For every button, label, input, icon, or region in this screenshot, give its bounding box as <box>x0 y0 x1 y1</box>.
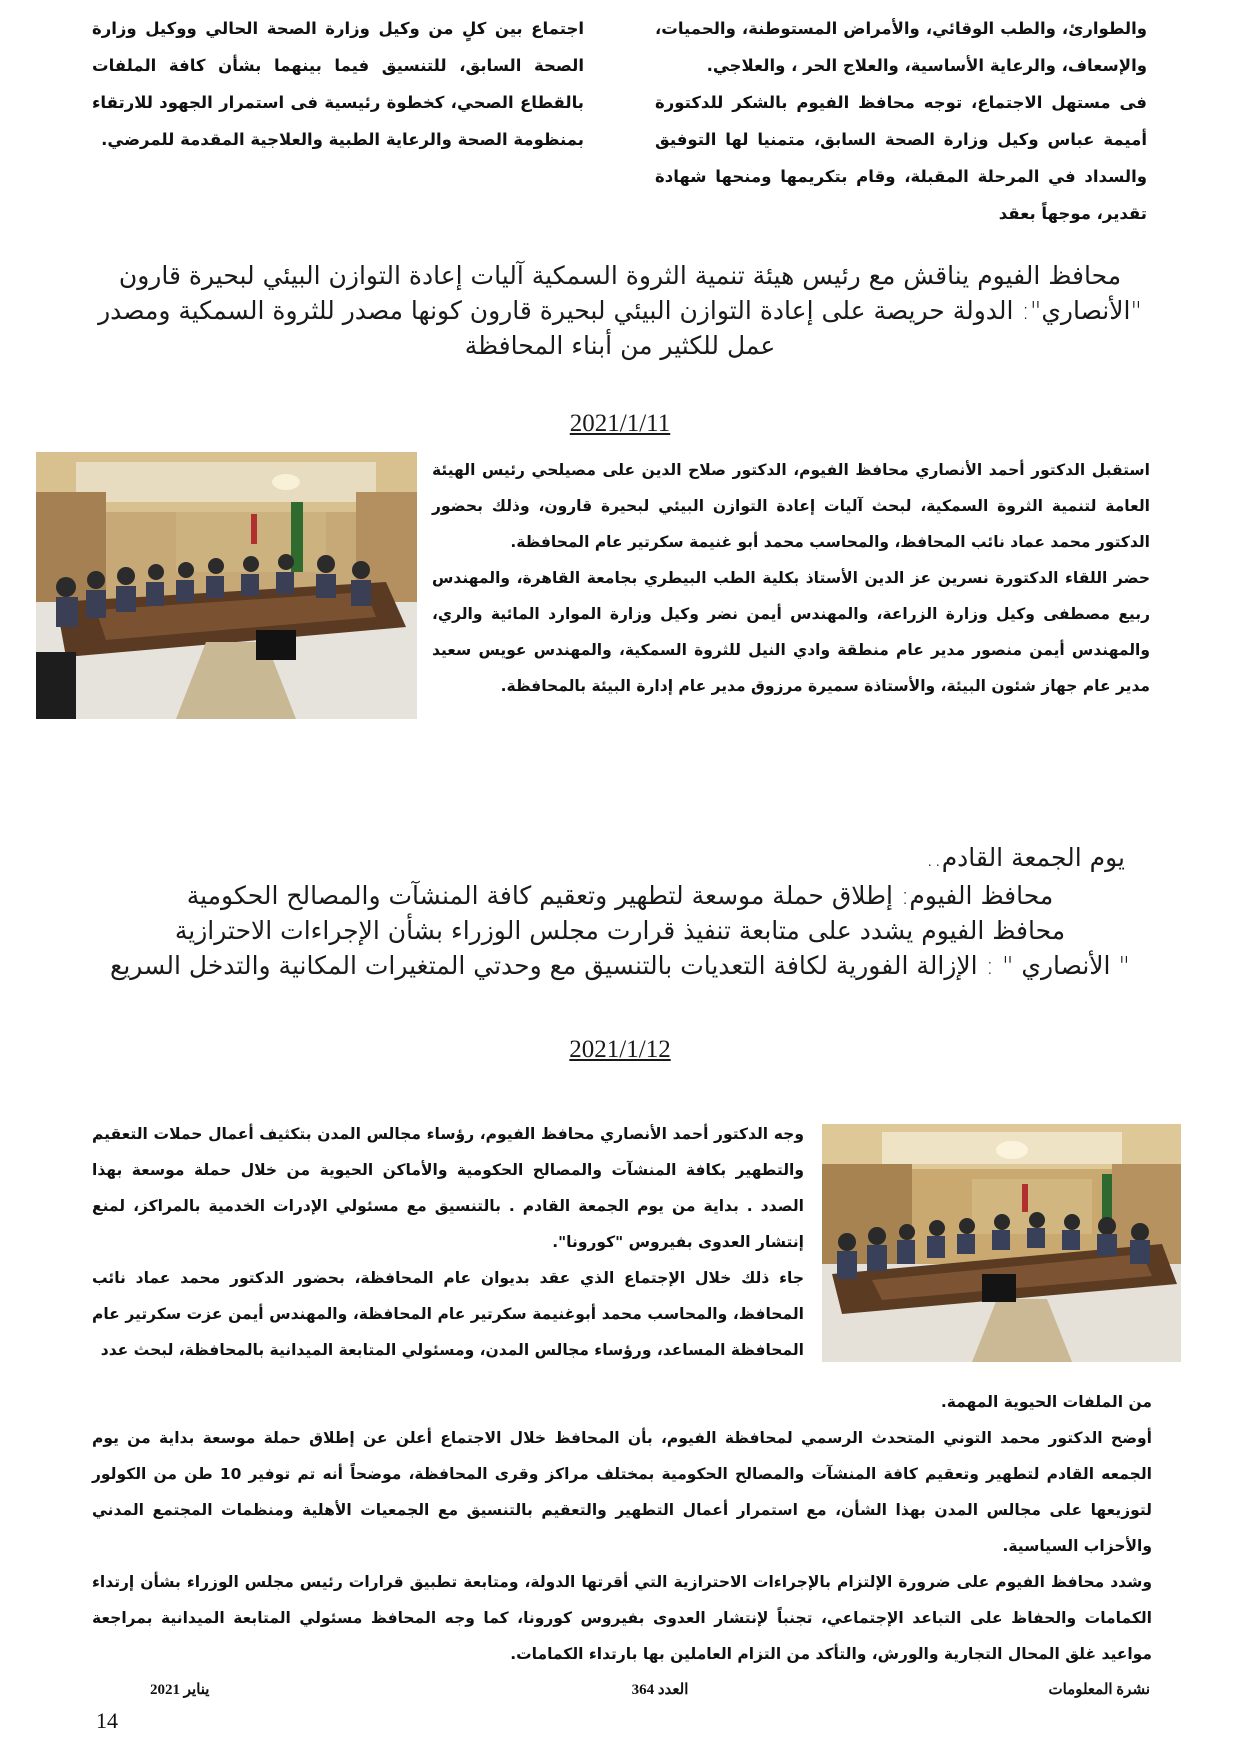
article2-body-full <box>92 1384 1152 1672</box>
article1-meeting-photo <box>36 452 417 719</box>
article1-date: 2021/1/11 <box>569 410 671 437</box>
article1-headline-block <box>95 258 1145 363</box>
top-left-paragraph: اجتماع بين كلٍ من وكيل وزارة الصحة الحالي ووكيل وزارة الصحة السابق، للتنسيق فيما بينهما بشأن كافة الملفات بالقطاع الصحي، كخطوة رئيسية فى استمرار الجهود للارتقاء بمنظومة الصحة والرعاية الطبية والعلاجية المقدمة للمرضي. <box>92 19 584 149</box>
top-right-paragraph: والطوارئ، والطب الوقائي، والأمراض المستوطنة، والحميات، والإسعاف، والرعاية الأساسية، والعلاج الحر ، والعلاجي. <box>655 19 1147 75</box>
footer-issue: العدد 364 <box>631 1682 689 1698</box>
article1-headline: محافظ الفيوم يناقش مع رئيس هيئة تنمية الثروة السمكية آليات إعادة التوازن البيئي لبحيرة قارون <box>118 261 1122 290</box>
top-right-paragraph: فى مستهل الاجتماع، توجه محافظ الفيوم بالشكر للدكتورة أميمة عباس وكيل وزارة الصحة السابق، متمنيا لها التوفيق والسداد في المرحلة المقبلة، وقام بتكريمها ومنحها شهادة تقدير، موجهاً بعقد <box>655 93 1147 223</box>
article2-subheadline: " الأنصاري " : الإزالة الفورية لكافة التعديات بالتنسيق مع وحدتي المتغيرات المكانية والتدخل السريع <box>110 951 1130 980</box>
article2-meeting-photo <box>822 1124 1181 1362</box>
page-number: 14 <box>96 1708 118 1733</box>
article2-date: 2021/1/12 <box>569 1036 671 1063</box>
article2-headline: محافظ الفيوم: إطلاق حملة موسعة لتطهير وتعقيم كافة المنشآت والمصالح الحكومية <box>186 881 1054 910</box>
article1-paragraph: حضر اللقاء الدكتورة نسرين عز الدين الأستاذ بكلية الطب البيطري بجامعة القاهرة، والمهندس ربيع مصطفى وكيل وزارة الزراعة، والمهندس أيمن نضر وكيل وزارة الموارد المائية والري، والمهندس أيمن منصور مدير عام منطقة وادي النيل للثروة السمكية، والمهندس عويس سعيد مدير عام جهاز شئون البيئة، والأستاذة سميرة مرزوق مدير عام إدارة البيئة بالمحافظة. <box>432 569 1150 695</box>
article1-subheadline: "الأنصاري": الدولة حريصة على إعادة التوازن البيئي لبحيرة قارون كونها مصدر للثروة السمكية ومصدر عمل للكثير من أبناء المحافظة <box>98 296 1142 360</box>
article1-body <box>432 452 1150 704</box>
top-left-column <box>92 10 584 158</box>
article2-paragraph: جاء ذلك خلال الإجتماع الذي عقد بديوان عام المحافظة، بحضور الدكتور محمد عماد نائب المحافظ، والمحاسب محمد أبوغنيمة سكرتير عام المحافظة، والمهندس أيمن عزت سكرتير عام المحافظة المساعد، ورؤساء مجالس المدن، ومسئولي المتابعة الميدانية بالمحافظة، لبحث عدد <box>92 1269 804 1359</box>
article2-headline-block <box>95 878 1145 983</box>
article1-paragraph: استقبل الدكتور أحمد الأنصاري محافظ الفيوم، الدكتور صلاح الدين على مصيلحي رئيس الهيئة العامة لتنمية الثروة السمكية، لبحث آليات إعادة التوازن البيئي لبحيرة قارون، وذلك بحضور الدكتور محمد عماد نائب المحافظ، والمحاسب محمد أبو غنيمة سكرتير عام المحافظة. <box>432 461 1150 551</box>
article2-body-beside-photo <box>92 1116 804 1368</box>
article2-kicker: يوم الجمعة القادم.. <box>925 843 1125 872</box>
article2-paragraph: من الملفات الحيوية المهمة. <box>940 1393 1152 1411</box>
article2-paragraph: أوضح الدكتور محمد التوني المتحدث الرسمي لمحافظة الفيوم، بأن المحافظ خلال الاجتماع أعلن عن إطلاق حملة موسعة بداية من يوم الجمعه القادم لتطهير وتعقيم كافة المنشآت والمصالح الحكومية بمختلف مراكز وقرى المحافظة، موضحاً أنه تم توفير 10 طن من الكولور لتوزيعها على مجالس المدن بهذا الشأن، مع استمرار أعمال التطهير والتعقيم بالتنسيق مع الجمعيات الأهلية ومنظمات المجتمع المدني والأحزاب السياسية. <box>92 1429 1152 1555</box>
article2-paragraph: وشدد محافظ الفيوم على ضرورة الإلتزام بالإجراءات الاحترازية التي أقرتها الدولة، ومتابعة تطبيق قرارات رئيس مجلس الوزراء بشأن إرتداء الكمامات والحفاظ على التباعد الإجتماعي، تجنباً لإنتشار العدوى بفيروس كورونا، كما وجه المحافظ مسئولي المتابعة الميدانية بمراجعة مواعيد غلق المحال التجارية والورش، والتأكد من التزام العاملين بها بارتداء الكمامات. <box>92 1573 1152 1663</box>
footer-date: يناير 2021 <box>150 1682 210 1698</box>
top-right-column <box>655 10 1147 232</box>
article2-subheadline: محافظ الفيوم يشدد على متابعة تنفيذ قرارت مجلس الوزراء بشأن الإجراءات الاحترازية <box>174 916 1066 945</box>
footer-publication: نشرة المعلومات <box>1048 1682 1150 1698</box>
article2-paragraph: وجه الدكتور أحمد الأنصاري محافظ الفيوم، رؤساء مجالس المدن بتكثيف أعمال حملات التعقيم والتطهير بكافة المنشآت والمصالح الحكومية والأماكن الحيوية من خلال حملة موسعة بهذا الصدد . بداية من يوم الجمعة القادم . بالتنسيق مع مسئولي الإدرات الخدمية بالمراكز، لمنع إنتشار العدوى بفيروس "كورونا". <box>92 1125 804 1251</box>
